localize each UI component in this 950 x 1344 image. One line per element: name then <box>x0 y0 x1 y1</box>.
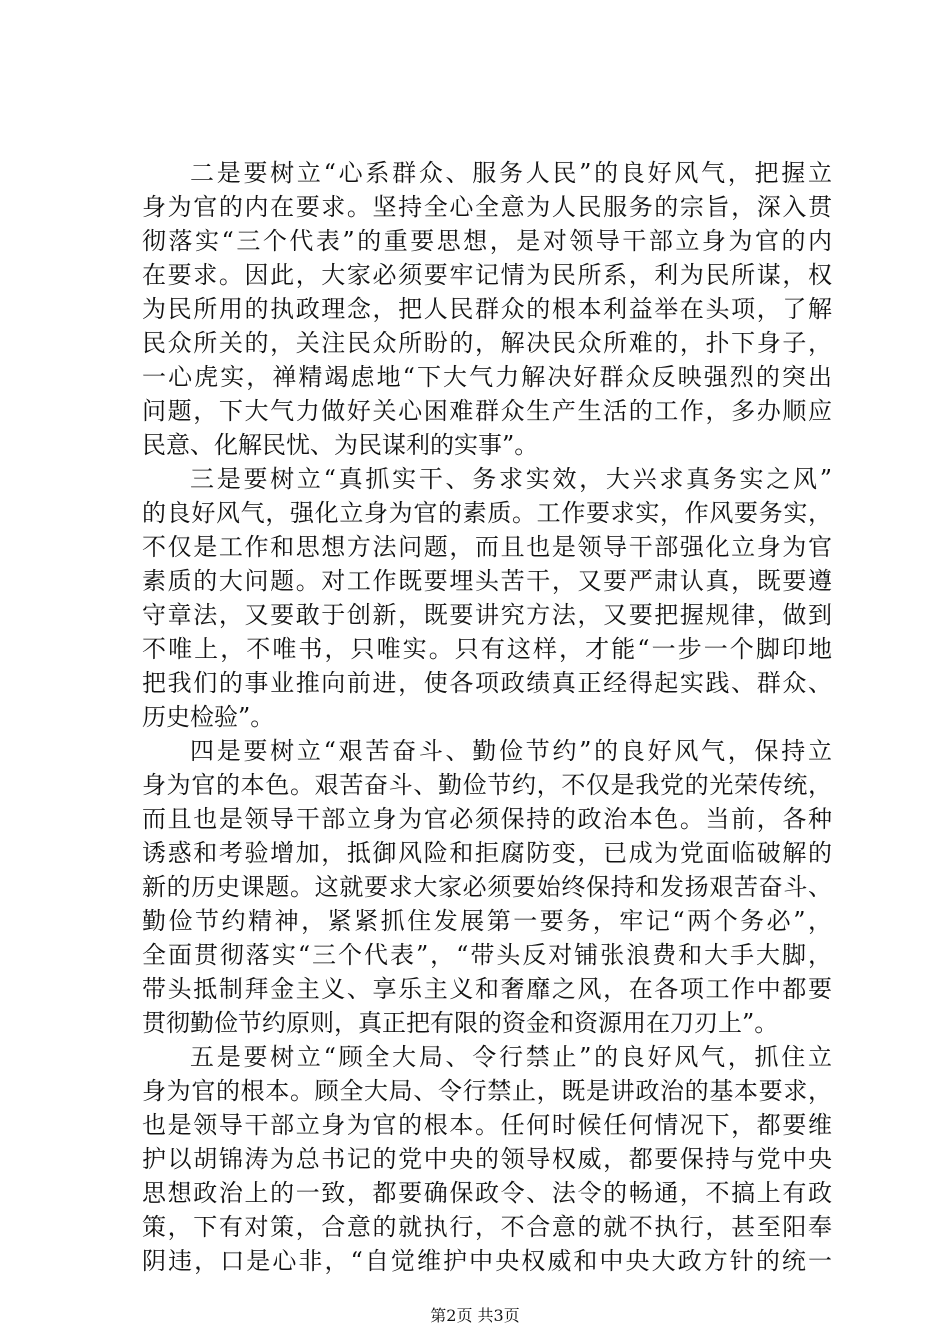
text-line: 不唯上，不唯书，只唯实。只有这样，才能“一步一个脚印地 <box>142 635 832 663</box>
paragraph-3 <box>142 462 832 734</box>
text-line: 思想政治上的一致，都要确保政令、法令的畅通，不搞上有政 <box>142 1179 832 1207</box>
text-line: 贯彻勤俭节约原则，真正把有限的资金和资源用在刀刃上”。 <box>142 1009 779 1037</box>
text-line: 一心虎实，禅精竭虑地“下大气力解决好群众反映强烈的突出 <box>142 363 832 391</box>
text-line: 阴违，口是心非，“自觉维护中央权威和中央大政方针的统一 <box>142 1247 832 1275</box>
text-line: 守章法，又要敢于创新，既要讲究方法，又要把握规律，做到 <box>142 601 832 629</box>
text-line: 新的历史课题。这就要求大家必须要始终保持和发扬艰苦奋斗、 <box>142 873 832 901</box>
text-line: 问题，下大气力做好关心困难群众生产生活的工作，多办顺应 <box>142 397 832 425</box>
text-line: 身为官的根本。顾全大局、令行禁止，既是讲政治的基本要求， <box>142 1077 832 1105</box>
text-line: 历史检验”。 <box>142 703 275 731</box>
text-line: 策，下有对策，合意的就执行，不合意的就不执行，甚至阳奉 <box>142 1213 832 1241</box>
text-line: 民意、化解民忧、为民谋利的实事”。 <box>142 431 539 459</box>
text-line: 彻落实“三个代表”的重要思想，是对领导干部立身为官的内 <box>142 227 832 255</box>
text-line: 民众所关的，关注民众所盼的，解决民众所难的，扑下身子， <box>142 329 832 357</box>
text-line: 带头抵制拜金主义、享乐主义和奢靡之风，在各项工作中都要 <box>142 975 832 1003</box>
text-line: 身为官的本色。艰苦奋斗、勤俭节约，不仅是我党的光荣传统， <box>142 771 832 799</box>
text-line: 护以胡锦涛为总书记的党中央的领导权威，都要保持与党中央 <box>142 1145 832 1173</box>
text-line: 全面贯彻落实“三个代表”，“带头反对铺张浪费和大手大脚， <box>142 941 832 969</box>
text-line: 诱惑和考验增加，抵御风险和拒腐防变，已成为党面临破解的 <box>142 839 832 867</box>
text-line: 的良好风气，强化立身为官的素质。工作要求实，作风要务实， <box>142 499 832 527</box>
paragraph-2 <box>142 156 832 462</box>
paragraph-5 <box>142 1040 832 1278</box>
text-line: 身为官的内在要求。坚持全心全意为人民服务的宗旨，深入贯 <box>142 193 832 221</box>
text-line: 四是要树立“艰苦奋斗、勤俭节约”的良好风气，保持立 <box>190 737 832 765</box>
text-line: 三是要树立“真抓实干、务求实效，大兴求真务实之风” <box>190 465 832 493</box>
text-line: 勤俭节约精神，紧紧抓住发展第一要务，牢记“两个务必”， <box>142 907 832 935</box>
paragraph-4 <box>142 734 832 1040</box>
text-line: 为民所用的执政理念，把人民群众的根本利益举在头项，了解 <box>142 295 832 323</box>
page-number-footer: 第2页 共3页 <box>430 1306 520 1325</box>
text-line: 五是要树立“顾全大局、令行禁止”的良好风气，抓住立 <box>190 1043 832 1071</box>
text-line: 而且也是领导干部立身为官必须保持的政治本色。当前，各种 <box>142 805 832 833</box>
text-line: 把我们的事业推向前进，使各项政绩真正经得起实践、群众、 <box>142 669 832 697</box>
text-line: 素质的大问题。对工作既要埋头苦干，又要严肃认真，既要遵 <box>142 567 832 595</box>
text-line: 在要求。因此，大家必须要牢记情为民所系，利为民所谋，权 <box>142 261 832 289</box>
text-line: 二是要树立“心系群众、服务人民”的良好风气，把握立 <box>190 159 832 187</box>
text-line: 不仅是工作和思想方法问题，而且也是领导干部强化立身为官 <box>142 533 832 561</box>
document-body <box>142 156 832 1278</box>
text-line: 也是领导干部立身为官的根本。任何时候任何情况下，都要维 <box>142 1111 832 1139</box>
